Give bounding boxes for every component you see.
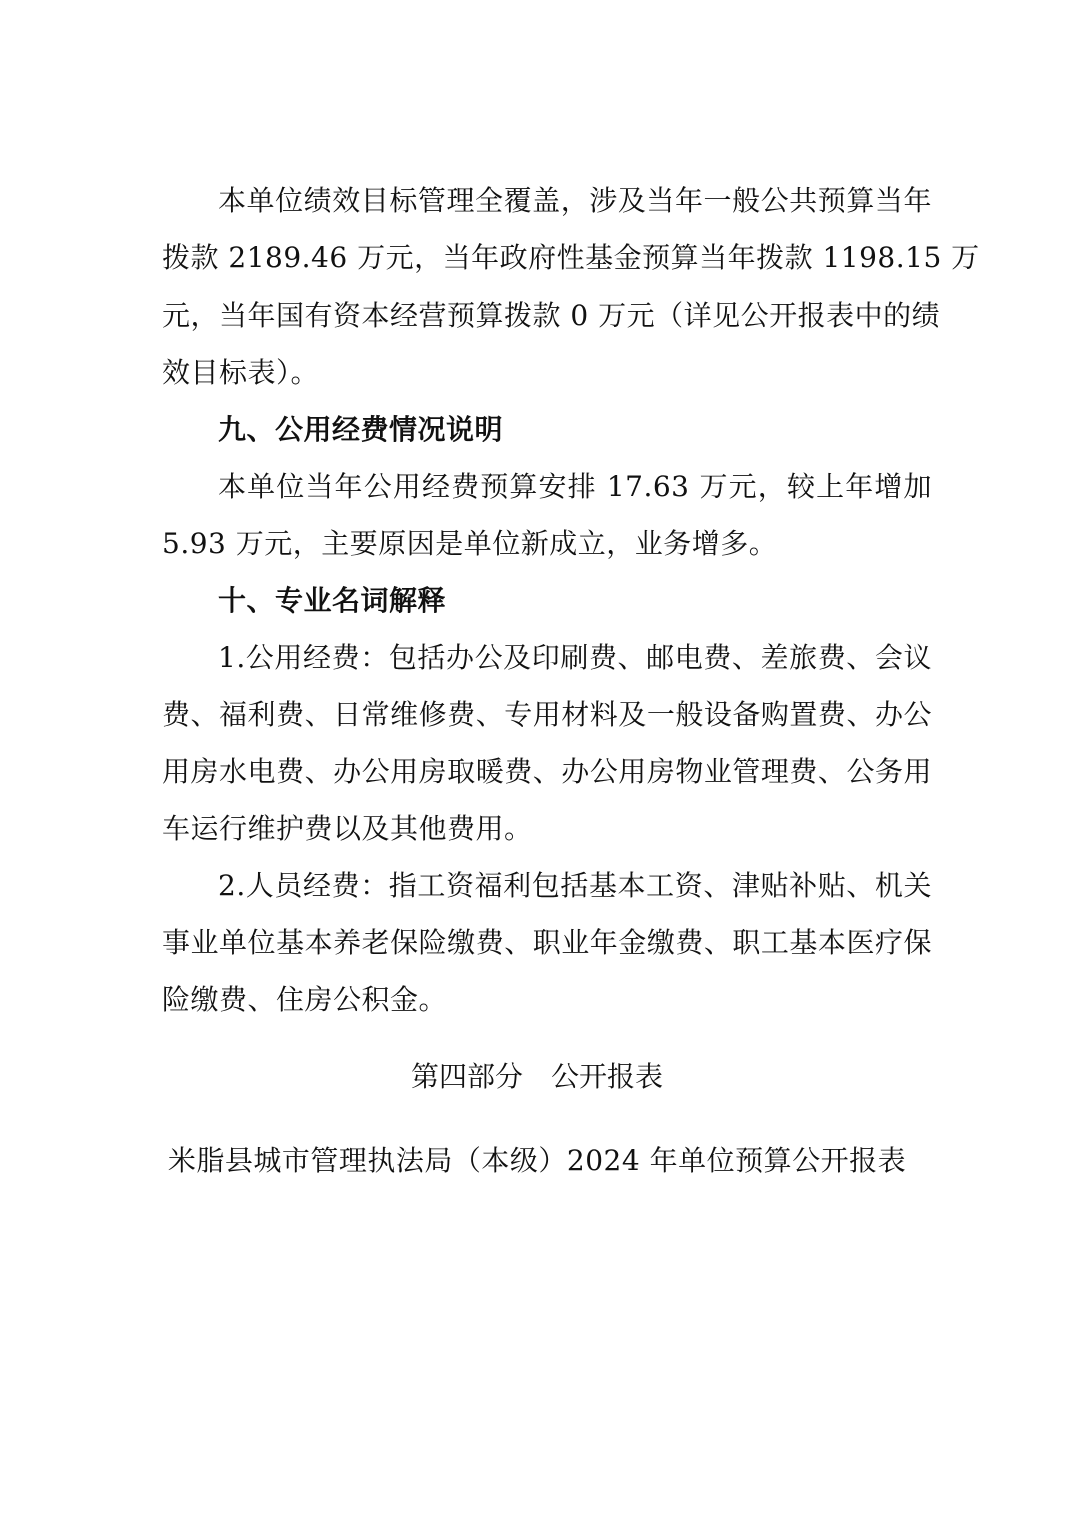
part-four-title: 第四部分 公开报表 (410, 1060, 663, 1093)
paragraph-glossary-1-line-3: 用房水电费、办公用房取暖费、办公用房物业管理费、公务用 (162, 755, 932, 788)
paragraph-glossary-1-line-1: 1.公用经费：包括办公及印刷费、邮电费、差旅费、会议 (218, 641, 932, 674)
paragraph-public-funds-line-2: 5.93 万元，主要原因是单位新成立，业务增多。 (162, 527, 778, 560)
section-heading-public-funds: 九、公用经费情况说明 (218, 413, 504, 446)
paragraph-performance-line-4: 效目标表）。 (162, 356, 320, 389)
paragraph-glossary-1-line-2: 费、福利费、日常维修费、专用材料及一般设备购置费、办公 (162, 698, 932, 731)
paragraph-performance-line-2: 拨款 2189.46 万元，当年政府性基金预算当年拨款 1198.15 万 (162, 241, 980, 274)
paragraph-performance-line-1: 本单位绩效目标管理全覆盖，涉及当年一般公共预算当年 (218, 184, 932, 217)
paragraph-glossary-1-line-4: 车运行维护费以及其他费用。 (162, 812, 533, 845)
paragraph-glossary-2-line-1: 2.人员经费：指工资福利包括基本工资、津贴补贴、机关 (218, 869, 932, 902)
section-heading-glossary: 十、专业名词解释 (218, 584, 447, 617)
paragraph-glossary-2-line-2: 事业单位基本养老保险缴费、职业年金缴费、职工基本医疗保 (162, 926, 932, 959)
paragraph-glossary-2-line-3: 险缴费、住房公积金。 (162, 983, 448, 1016)
paragraph-public-funds-line-1: 本单位当年公用经费预算安排 17.63 万元，较上年增加 (218, 470, 932, 503)
report-title: 米脂县城市管理执法局（本级）2024 年单位预算公开报表 (167, 1144, 907, 1177)
paragraph-performance-line-3: 元，当年国有资本经营预算拨款 0 万元（详见公开报表中的绩 (162, 299, 941, 332)
